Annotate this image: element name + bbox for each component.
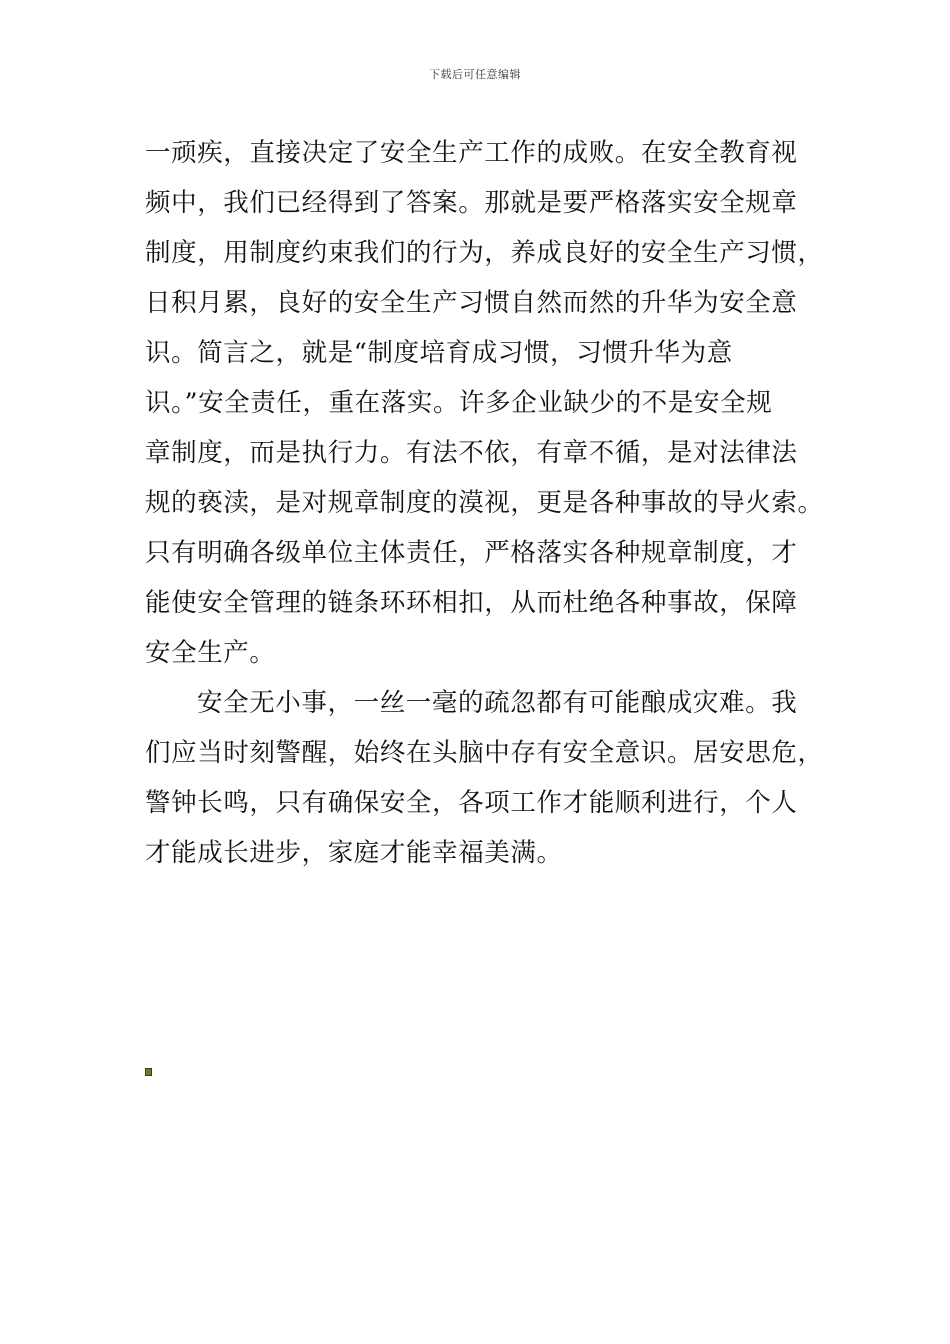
text-line: 们应当时刻警醒，始终在头脑中存有安全意识。居安思危， <box>145 738 824 768</box>
text-line: 日积月累，良好的安全生产习惯自然而然的升华为安全意 <box>145 288 798 318</box>
text-line: 制度，用制度约束我们的行为，养成良好的安全生产习惯， <box>145 238 824 268</box>
small-marker-icon <box>145 1068 152 1076</box>
download-note: 下载后可任意编辑 <box>429 68 521 81</box>
text-line: 章制度，而是执行力。有法不依，有章不循，是对法律法 <box>145 438 798 468</box>
paragraph-start-line: 安全无小事，一丝一毫的疏忽都有可能酿成灾难。我 <box>197 688 798 718</box>
text-line: 识。简言之，就是“制度培育成习惯，习惯升华为意 <box>145 338 733 368</box>
text-line: 频中，我们已经得到了答案。那就是要严格落实安全规章 <box>145 188 798 218</box>
text-line: 安全生产。 <box>145 638 276 668</box>
text-line: 警钟长鸣，只有确保安全，各项工作才能顺利进行，个人 <box>145 788 798 818</box>
document-body <box>145 128 824 878</box>
text-line: 才能成长进步，家庭才能幸福美满。 <box>145 838 563 868</box>
text-line: 能使安全管理的链条环环相扣，从而杜绝各种事故，保障 <box>145 588 798 618</box>
text-line: 只有明确各级单位主体责任，严格落实各种规章制度，才 <box>145 538 798 568</box>
text-line: 识。”安全责任，重在落实。许多企业缺少的不是安全规 <box>145 388 773 418</box>
text-line: 规的亵渎，是对规章制度的漠视，更是各种事故的导火索。 <box>145 488 824 518</box>
text-line: 一顽疾，直接决定了安全生产工作的成败。在安全教育视 <box>145 138 798 168</box>
